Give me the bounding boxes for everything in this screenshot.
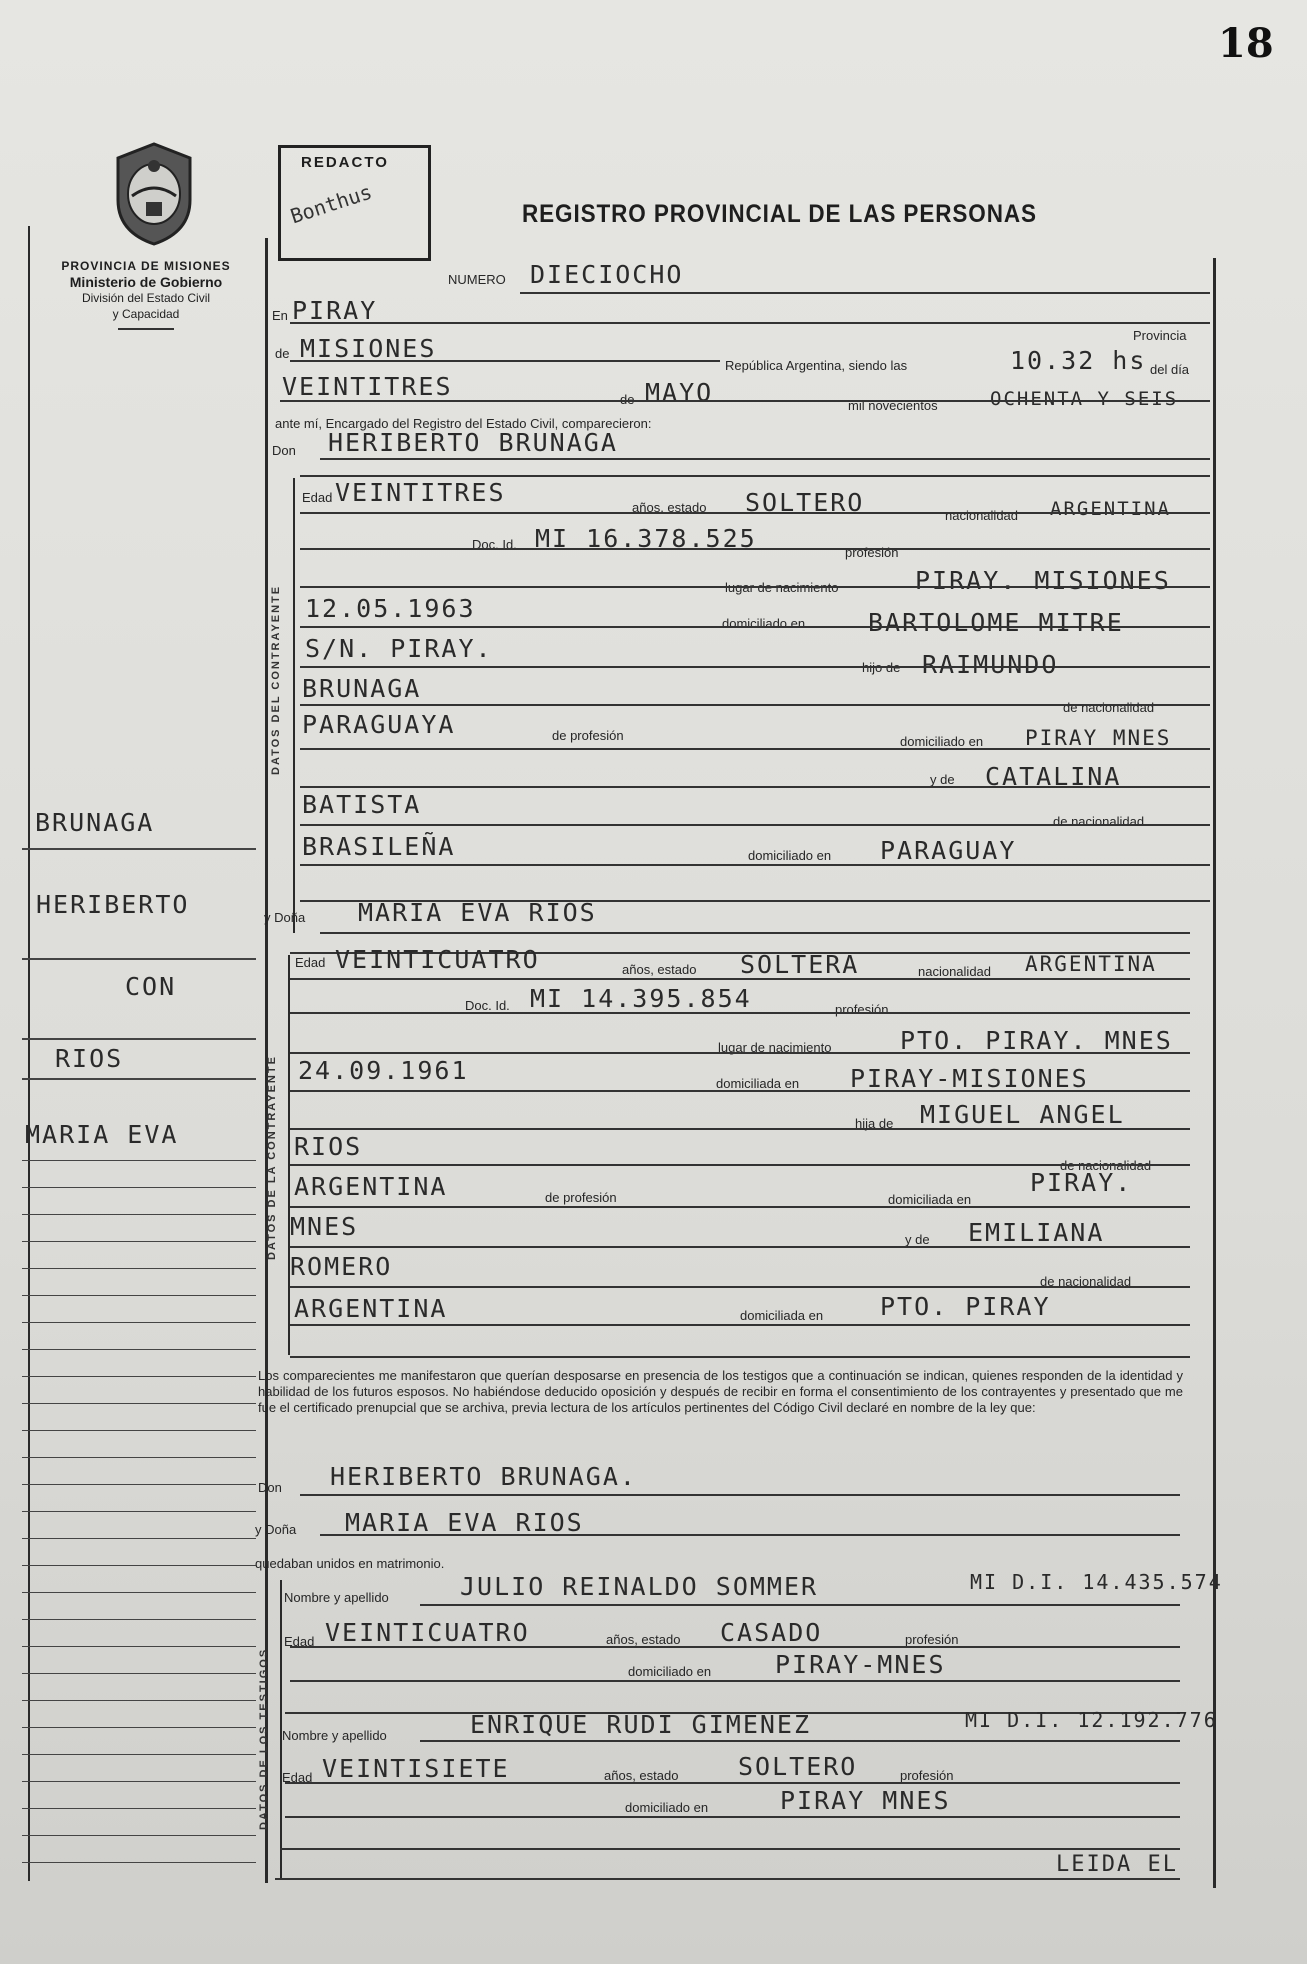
groom-age: VEINTITRES	[335, 478, 506, 507]
margin-rule	[22, 1727, 256, 1728]
groom-mother-1: CATALINA	[985, 762, 1122, 791]
rule	[290, 1246, 1190, 1248]
section-label-contrayente: DATOS DEL CONTRAYENTE	[270, 584, 282, 775]
label-anos-estado-3: años, estado	[606, 1632, 681, 1647]
witness-2-age: VEINTISIETE	[322, 1754, 510, 1783]
margin-rule	[22, 1403, 256, 1404]
act-day: VEINTITRES	[282, 372, 453, 401]
label-en: En	[272, 308, 288, 323]
section-label-contrayenta: DATOS DE LA CONTRAYENTE	[266, 1055, 278, 1260]
margin-rule	[22, 1592, 256, 1593]
margin-rule	[22, 1214, 256, 1215]
bride-nationality: ARGENTINA	[1025, 952, 1157, 976]
label-de-nacionalidad: de nacionalidad	[1063, 700, 1155, 715]
bride-birthdate: 24.09.1961	[298, 1056, 469, 1085]
rule	[300, 586, 1210, 588]
ministry-line-2: Ministerio de Gobierno	[69, 274, 223, 290]
label-y-de: y de	[930, 772, 955, 787]
margin-rule	[22, 1295, 256, 1296]
stamp-title: REDACTO	[301, 154, 389, 171]
margin-rule	[22, 1376, 256, 1377]
margin-rule	[22, 1538, 256, 1539]
page-number: 18	[1218, 20, 1274, 67]
ministry-header	[28, 258, 264, 330]
rule	[320, 1534, 1180, 1536]
ministry-line-3: División del Estado Civil	[81, 291, 211, 305]
declared-bride: MARIA EVA RIOS	[345, 1508, 584, 1537]
label-nombre-1: Nombre y apellido	[284, 1590, 389, 1605]
footer-note: LEIDA EL	[1056, 1852, 1178, 1877]
contrayente-section-line	[293, 478, 295, 933]
declaration-text: Los comparecientes me manifestaron que querían desposarse en presencia de los testigos que a continuación se indican, quienes responden de la identidad y habilidad de los futuros esposos. No habiéndose deducido oposición y después de recibir en forma el consentimiento de los contrayentes y presentado que me fue el certificado prenupcial que se archiva, previa lectura de los artículos pertinentes del Código Civil declaré en nombre de la ley que:	[258, 1368, 1183, 1415]
rule	[285, 1816, 1180, 1818]
groom-address-1: BARTOLOME MITRE	[868, 608, 1124, 637]
rule	[300, 512, 1210, 514]
witness-2-status: SOLTERO	[738, 1752, 858, 1781]
rule	[520, 292, 1210, 294]
label-quedaban: quedaban unidos en matrimonio.	[255, 1556, 445, 1571]
witness-2-address: PIRAY MNES	[780, 1786, 951, 1815]
witness-1-status: CASADO	[720, 1618, 823, 1647]
label-domiciliado-2: domiciliado en	[900, 734, 984, 749]
rule	[290, 1206, 1190, 1208]
bride-father-1: MIGUEL ANGEL	[920, 1100, 1125, 1129]
label-edad: Edad	[302, 490, 333, 505]
groom-father-nationality: PARAGUAYA	[302, 710, 456, 739]
rule	[290, 1052, 1190, 1054]
label-de-profesion-2: de profesión	[545, 1190, 617, 1205]
label-de-mes: de	[620, 392, 635, 407]
bride-age: VEINTICUATRO	[335, 945, 540, 974]
label-anos-estado-2: años, estado	[622, 962, 697, 977]
margin-rule	[22, 1038, 256, 1040]
margin-rule	[22, 1241, 256, 1242]
label-de-nacionalidad-4: de nacionalidad	[1040, 1274, 1132, 1289]
label-domiciliada-2: domiciliada en	[888, 1192, 972, 1207]
label-hijo-de: hijo de	[862, 660, 901, 675]
rule	[300, 666, 1210, 668]
section-label-testigos: DATOS DE LOS TESTIGOS	[258, 1647, 270, 1830]
bride-father-address-1: PIRAY.	[1030, 1168, 1133, 1197]
label-edad-2: Edad	[295, 955, 326, 970]
label-domiciliado-3: domiciliado en	[748, 848, 832, 863]
margin-rule	[22, 1619, 256, 1620]
margin-rule	[22, 1646, 256, 1647]
rule	[290, 322, 1210, 324]
bride-mother-address: PTO. PIRAY	[880, 1292, 1051, 1321]
label-edad-4: Edad	[282, 1770, 313, 1785]
label-de-profesion: de profesión	[552, 728, 624, 743]
bride-doc: MI 14.395.854	[530, 984, 752, 1013]
margin-rule	[22, 1673, 256, 1674]
rule	[290, 1356, 1190, 1358]
bride-mother-2: ROMERO	[290, 1252, 393, 1281]
margin-rule	[22, 1457, 256, 1458]
stamp-signature: Bonthus	[287, 179, 375, 229]
rule	[290, 1128, 1190, 1130]
act-time: 10.32 hs	[1010, 346, 1147, 375]
witness-1-address: PIRAY-MNES	[775, 1650, 946, 1679]
ministry-line-1: PROVINCIA DE MISIONES	[61, 259, 231, 273]
witness-1-doc: MI D.I. 14.435.574	[970, 1570, 1223, 1594]
margin-rule	[22, 958, 256, 960]
margin-rule	[22, 1862, 256, 1863]
label-y-dona: y Doña	[264, 910, 306, 925]
margin-firstname-2: MARIA EVA	[25, 1120, 179, 1149]
margin-rule	[22, 1349, 256, 1350]
witness-1-age: VEINTICUATRO	[325, 1618, 530, 1647]
rule	[300, 824, 1210, 826]
document-title: REGISTRO PROVINCIAL DE LAS PERSONAS	[522, 200, 1037, 228]
declared-groom: HERIBERTO BRUNAGA.	[330, 1462, 637, 1491]
label-edad-3: Edad	[284, 1634, 315, 1649]
rule	[290, 1680, 1180, 1682]
label-anos-estado-4: años, estado	[604, 1768, 679, 1783]
label-lugar-nacimiento-2: lugar de nacimiento	[718, 1040, 832, 1055]
label-profesion-4: profesión	[900, 1768, 954, 1783]
act-month: MAYO	[645, 378, 714, 407]
bride-mother-nationality: ARGENTINA	[294, 1294, 448, 1323]
groom-name: HERIBERTO BRUNAGA	[328, 428, 618, 457]
label-de-nacionalidad-3: de nacionalidad	[1060, 1158, 1152, 1173]
rule	[300, 548, 1210, 550]
rule	[300, 475, 1210, 477]
label-domiciliado: domiciliado en	[722, 616, 806, 631]
margin-surname-2: RIOS	[55, 1044, 124, 1073]
ministry-rule	[118, 328, 174, 330]
label-numero: NUMERO	[448, 272, 506, 287]
rule	[300, 626, 1210, 628]
rule	[290, 1646, 1180, 1648]
provincial-crest-icon	[108, 140, 200, 248]
margin-rule	[22, 1078, 256, 1080]
bride-father-2: RIOS	[294, 1132, 363, 1161]
margin-rule	[22, 1160, 256, 1161]
groom-nationality: ARGENTINA	[1050, 498, 1171, 520]
groom-father-2: BRUNAGA	[302, 674, 422, 703]
groom-father-1: RAIMUNDO	[922, 650, 1059, 679]
rule	[420, 1740, 1180, 1742]
label-domiciliado-4: domiciliado en	[628, 1664, 712, 1679]
label-hija-de: hija de	[855, 1116, 894, 1131]
margin-edge-line	[28, 226, 30, 1881]
rule	[300, 864, 1210, 866]
rule	[285, 1782, 1180, 1784]
rule	[300, 1494, 1180, 1496]
rule	[290, 1286, 1190, 1288]
margin-con: CON	[125, 972, 177, 1001]
label-domiciliada-3: domiciliada en	[740, 1308, 824, 1323]
witness-1-name: JULIO REINALDO SOMMER	[460, 1572, 819, 1601]
rule	[320, 932, 1190, 934]
label-lugar-nacimiento: lugar de nacimiento	[725, 580, 839, 595]
groom-mother-nationality: BRASILEÑA	[302, 832, 456, 861]
act-province: MISIONES	[300, 334, 437, 363]
rule	[290, 1324, 1190, 1326]
groom-birthplace: PIRAY. MISIONES	[915, 566, 1171, 595]
label-profesion-3: profesión	[905, 1632, 959, 1647]
act-place: PIRAY	[292, 296, 378, 325]
groom-mother-address: PARAGUAY	[880, 836, 1017, 865]
groom-mother-2: BATISTA	[302, 790, 422, 819]
redacto-stamp	[278, 145, 431, 261]
label-republica: República Argentina, siendo las	[725, 358, 908, 373]
bride-status: SOLTERA	[740, 950, 860, 979]
label-anos-estado: años, estado	[632, 500, 707, 515]
bride-father-nationality: ARGENTINA	[294, 1172, 448, 1201]
label-provincia: Provincia	[1133, 328, 1187, 343]
ministry-line-4: y Capacidad	[112, 307, 180, 321]
label-del-dia: del día	[1150, 362, 1190, 377]
rule	[320, 458, 1210, 460]
margin-rule	[22, 1187, 256, 1188]
label-ante-mi: ante mí, Encargado del Registro del Estado Civil, comparecieron:	[275, 416, 652, 431]
contrayenta-section-line	[288, 955, 290, 1355]
margin-rule	[22, 1484, 256, 1485]
rule	[290, 978, 1190, 980]
margin-surname: BRUNAGA	[35, 808, 155, 837]
witness-2-doc: MI D.I. 12.192.776	[965, 1708, 1218, 1732]
witness-2-name: ENRIQUE RUDI GIMENEZ	[470, 1710, 812, 1739]
rule	[290, 1012, 1190, 1014]
bride-birthplace: PTO. PIRAY. MNES	[900, 1026, 1173, 1055]
groom-address-2: S/N. PIRAY.	[305, 634, 493, 663]
rule	[290, 1164, 1190, 1166]
rule	[280, 400, 1210, 402]
act-year: OCHENTA Y SEIS	[990, 388, 1179, 410]
label-mil-novecientos: mil novecientos	[848, 398, 938, 413]
bride-address: PIRAY-MISIONES	[850, 1064, 1089, 1093]
rule	[275, 1878, 1180, 1880]
rule	[300, 748, 1210, 750]
groom-doc: MI 16.378.525	[535, 524, 757, 553]
rule	[300, 704, 1210, 706]
label-de-nacionalidad-2: de nacionalidad	[1053, 814, 1145, 829]
margin-rule	[22, 1322, 256, 1323]
label-y-de-2: y de	[905, 1232, 930, 1247]
bride-mother-1: EMILIANA	[968, 1218, 1105, 1247]
margin-rule	[22, 1835, 256, 1836]
act-number: DIECIOCHO	[530, 260, 684, 289]
margin-rule	[22, 1268, 256, 1269]
margin-rule	[22, 848, 256, 850]
label-nacionalidad-2: nacionalidad	[918, 964, 992, 979]
margin-rule	[22, 1700, 256, 1701]
rule	[300, 786, 1210, 788]
label-domiciliada: domiciliada en	[716, 1076, 800, 1091]
rule	[290, 1090, 1190, 1092]
label-don-2: Don	[258, 1480, 282, 1495]
label-doc-2: Doc. Id.	[465, 998, 510, 1013]
groom-status: SOLTERO	[745, 488, 865, 517]
margin-rule	[22, 1511, 256, 1512]
margin-rule	[22, 1808, 256, 1809]
label-domiciliado-5: domiciliado en	[625, 1800, 709, 1815]
bride-name: MARIA EVA RIOS	[358, 898, 597, 927]
label-nacionalidad: nacionalidad	[945, 508, 1019, 523]
label-don: Don	[272, 443, 296, 458]
rule	[290, 360, 720, 362]
groom-birthdate: 12.05.1963	[305, 594, 476, 623]
label-profesion-2: profesión	[835, 1002, 889, 1017]
label-de: de	[275, 346, 290, 361]
groom-father-address: PIRAY MNES	[1025, 726, 1172, 750]
margin-rule	[22, 1430, 256, 1431]
label-nombre-2: Nombre y apellido	[282, 1728, 387, 1743]
label-profesion: profesión	[845, 545, 899, 560]
label-y-dona-2: y Doña	[255, 1522, 297, 1537]
label-doc: Doc. Id.	[472, 537, 517, 552]
bride-father-address-2: MNES	[290, 1212, 359, 1241]
right-frame-line	[1213, 258, 1216, 1888]
margin-rule	[22, 1754, 256, 1755]
rule	[420, 1604, 1180, 1606]
margin-firstname: HERIBERTO	[36, 890, 190, 919]
margin-rule	[22, 1781, 256, 1782]
rule	[280, 1848, 1180, 1850]
margin-rule	[22, 1565, 256, 1566]
